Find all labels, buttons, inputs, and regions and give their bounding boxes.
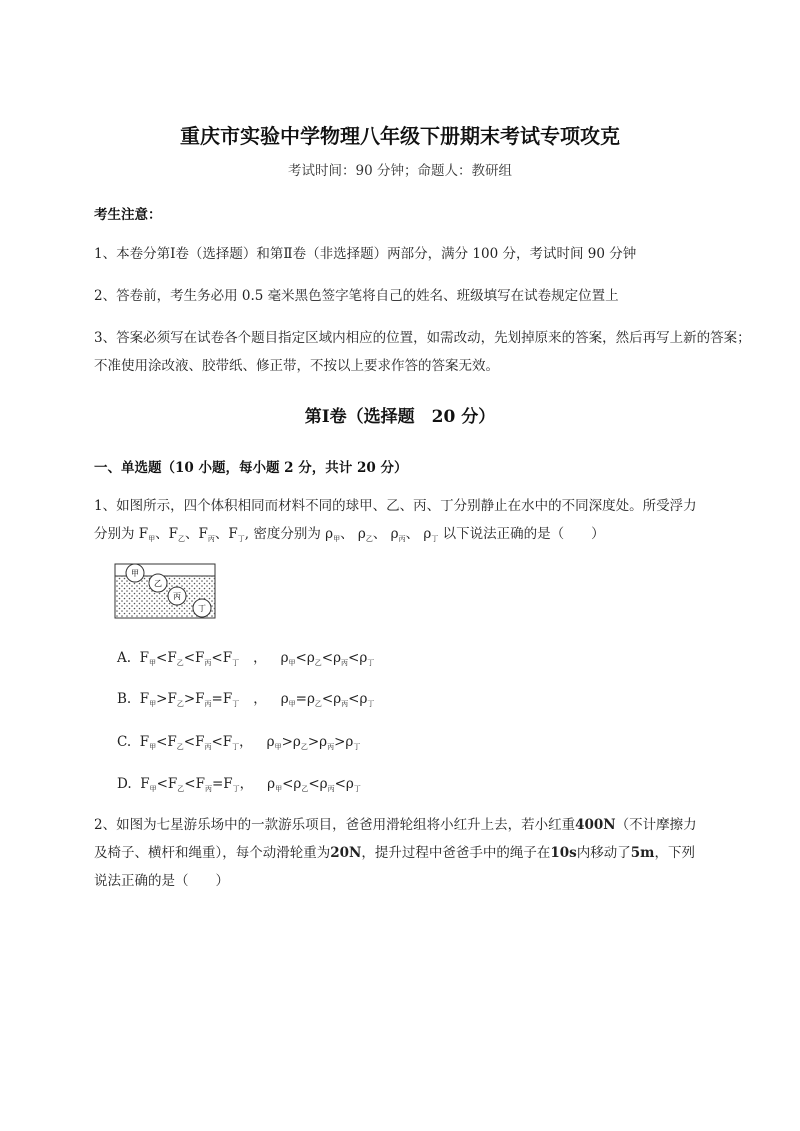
notice-item-2: 2、答卷前，考生务必用 0.5 毫米黑色签字笔将自己的姓名、班级填写在试卷规定位置上 [94,288,619,304]
ball-bing [168,587,186,605]
notice-heading: 考生注意： [94,207,162,223]
notice-item-3: 3、答案必须写在试卷各个题目指定区域内相应的位置，如需改动，先划掉原来的答案，然后再写上新的答案；不准使用涂改液、胶带纸、修正带，不按以上要求作答的答案无效。 [94,330,751,374]
ball-ding [193,599,211,617]
svg-text:丁: 丁 [198,604,206,613]
exam-info: 考试时间：90 分钟；命题人：教研组 [288,163,512,179]
svg-text:乙: 乙 [154,579,162,588]
page-title: 重庆市实验中学物理八年级下册期末考试专项攻克 [180,124,620,148]
ball-yi [149,574,167,592]
option-c[interactable]: C. $F_甲<F_乙<F_丙<F_丁$， $\rho_甲>\rho_乙>\rho_丙>\rho_丁$ [117,734,361,751]
question-2-line-2: 及椅子、横杆和绳重），每个动滑轮重为20N，提升过程中爸爸手中的绳子在10s内移动了5m，下列 [94,845,695,861]
option-a[interactable]: A. $F_甲<F_乙<F_丙<F_丁$ ， $\rho_甲<\rho_乙<\rho_丙<\rho_丁$ [117,650,375,667]
question-2-line-3: 说法正确的是（ ） [94,873,229,889]
water-container-figure [113,562,217,620]
svg-text:甲: 甲 [131,569,139,578]
option-b[interactable]: B. $F_甲>F_乙>F_丙=F_丁$ ， $\rho_甲=\rho_乙<\rho_丙<\rho_丁$ [117,691,375,708]
ball-jia [126,564,144,582]
option-d[interactable]: D. $F_甲<F_乙<F_丙=F_丁$， $\rho_甲<\rho_乙<\rho_丙<\rho_丁$ [117,776,361,793]
part-heading: 一、单选题（10 小题，每小题 2 分，共计 20 分） [94,460,408,476]
svg-text:丙: 丙 [173,592,181,601]
notice-item-1: 1、本卷分第Ⅰ卷（选择题）和第Ⅱ卷（非选择题）两部分，满分 100 分，考试时间 90 分钟 [94,246,637,262]
section-title: 第Ⅰ卷（选择题 20 分） [304,407,496,427]
question-2-line-1: 2、如图为七星游乐场中的一款游乐项目，爸爸用滑轮组将小红升上去，若小红重400N（不计摩擦力 [94,817,697,833]
question-1-line-2: 分别为 $F_甲$、$F_乙$、$F_丙$、$F_丁$, 密度分别为 $\rho_甲$、 $\rho_乙$、 $\rho_丙$、 $\rho_丁$ 以下说法正确的是（ ） [94,526,605,543]
question-1-line-1: 1、如图所示，四个体积相同而材料不同的球甲、乙、丙、丁分别静止在水中的不同深度处。所受浮力 [94,498,697,514]
